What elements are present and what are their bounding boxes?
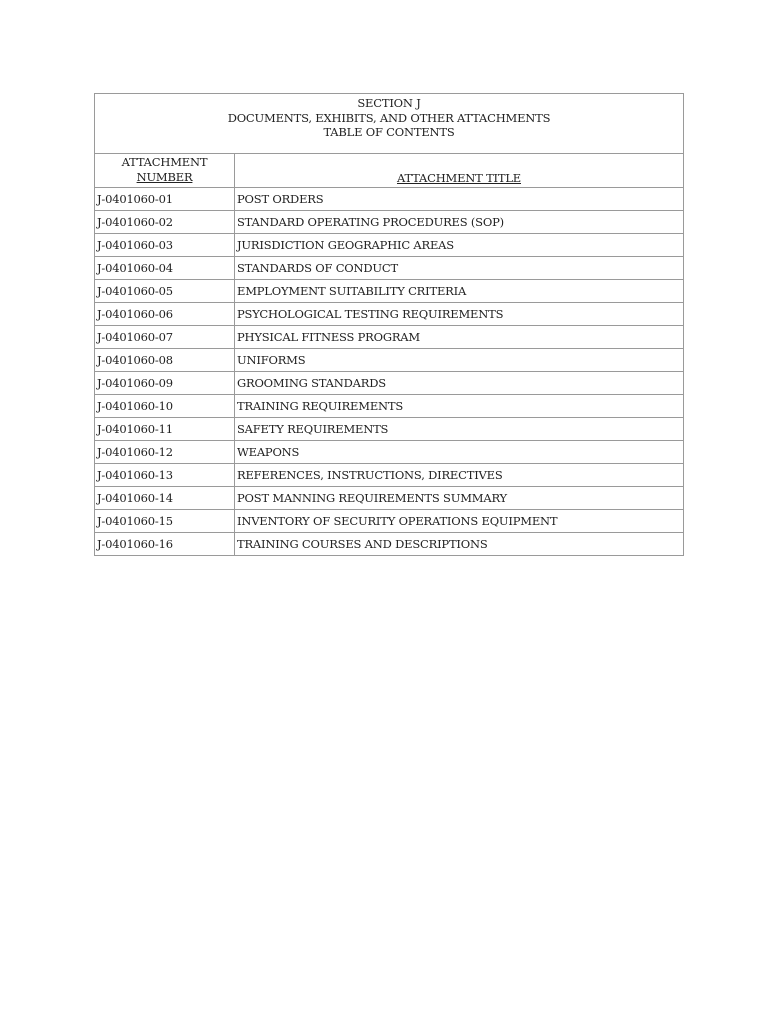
toc-title: TABLE OF CONTENTS <box>323 125 455 139</box>
attachment-title: REFERENCES, INSTRUCTIONS, DIRECTIVES <box>235 464 684 487</box>
attachment-number: J-0401060-07 <box>95 326 235 349</box>
column-header-title-text: ATTACHMENT TITLE <box>396 171 521 185</box>
table-row <box>95 395 684 418</box>
column-header-number-line1: ATTACHMENT <box>121 155 208 169</box>
column-header-row <box>95 154 684 188</box>
table-row <box>95 533 684 556</box>
attachment-number: J-0401060-04 <box>95 257 235 280</box>
column-header-number-line2: NUMBER <box>136 169 193 184</box>
attachment-number: J-0401060-02 <box>95 211 235 234</box>
attachment-number: J-0401060-11 <box>95 418 235 441</box>
attachment-number: J-0401060-08 <box>95 349 235 372</box>
attachment-title: UNIFORMS <box>235 349 684 372</box>
table-row <box>95 372 684 395</box>
attachment-title: POST ORDERS <box>235 188 684 211</box>
attachment-title: JURISDICTION GEOGRAPHIC AREAS <box>235 234 684 257</box>
attachment-number: J-0401060-01 <box>95 188 235 211</box>
table-row <box>95 510 684 533</box>
attachment-number: J-0401060-05 <box>95 280 235 303</box>
attachment-number: J-0401060-12 <box>95 441 235 464</box>
attachment-title: PHYSICAL FITNESS PROGRAM <box>235 326 684 349</box>
attachment-title: GROOMING STANDARDS <box>235 372 684 395</box>
column-header-number <box>95 154 235 188</box>
attachment-number: J-0401060-13 <box>95 464 235 487</box>
section-header <box>95 94 684 154</box>
attachment-number: J-0401060-16 <box>95 533 235 556</box>
table-row <box>95 280 684 303</box>
table-row <box>95 188 684 211</box>
attachment-title: SAFETY REQUIREMENTS <box>235 418 684 441</box>
attachment-title: STANDARDS OF CONDUCT <box>235 257 684 280</box>
attachment-number: J-0401060-03 <box>95 234 235 257</box>
column-header-title <box>235 154 684 188</box>
section-header-row <box>95 94 684 154</box>
section-title: SECTION J <box>357 96 421 110</box>
attachment-title: TRAINING COURSES AND DESCRIPTIONS <box>235 533 684 556</box>
attachment-title: WEAPONS <box>235 441 684 464</box>
attachment-title: EMPLOYMENT SUITABILITY CRITERIA <box>235 280 684 303</box>
attachment-title: POST MANNING REQUIREMENTS SUMMARY <box>235 487 684 510</box>
table-row <box>95 418 684 441</box>
attachment-title: TRAINING REQUIREMENTS <box>235 395 684 418</box>
table-row <box>95 487 684 510</box>
table-row <box>95 234 684 257</box>
section-subtitle: DOCUMENTS, EXHIBITS, AND OTHER ATTACHMENTS <box>227 110 551 125</box>
attachments-table-body <box>95 94 684 556</box>
attachment-title: STANDARD OPERATING PROCEDURES (SOP) <box>235 211 684 234</box>
attachment-number: J-0401060-09 <box>95 372 235 395</box>
attachment-number: J-0401060-15 <box>95 510 235 533</box>
attachment-number: J-0401060-14 <box>95 487 235 510</box>
table-row <box>95 464 684 487</box>
table-row <box>95 257 684 280</box>
attachment-number: J-0401060-06 <box>95 303 235 326</box>
table-row <box>95 211 684 234</box>
attachment-title: PSYCHOLOGICAL TESTING REQUIREMENTS <box>235 303 684 326</box>
attachment-title: INVENTORY OF SECURITY OPERATIONS EQUIPMENT <box>235 510 684 533</box>
attachments-table <box>94 93 684 556</box>
table-row <box>95 303 684 326</box>
attachment-number: J-0401060-10 <box>95 395 235 418</box>
table-row <box>95 349 684 372</box>
table-row <box>95 441 684 464</box>
table-row <box>95 326 684 349</box>
